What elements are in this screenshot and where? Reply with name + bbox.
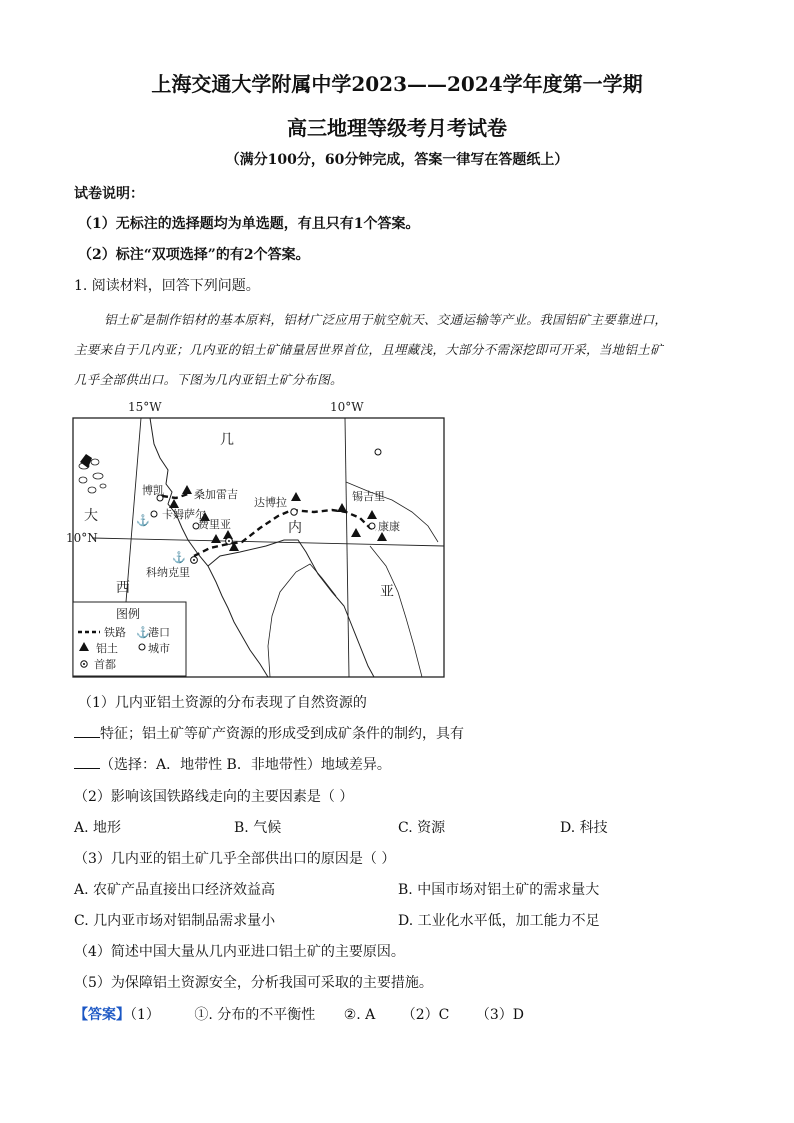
answer-tag: 【答案】 (74, 1007, 130, 1023)
legend-railway: 铁路 (104, 626, 126, 639)
sub-question-1-line-2: 特征；铝土矿等矿产资源的形成受到成矿条件的制约，具有 (74, 723, 464, 743)
label-ocean-1: 大 (84, 508, 98, 524)
instructions-item-1: （1）无标注的选择题均为单选题，有且只有1个答案。 (78, 216, 420, 232)
label-country-2: 内 (288, 520, 302, 536)
material-line-2: 主要来自于几内亚；几内亚的铝土矿储量居世界首位，且埋藏浅，大部分不需深挖即可开采，当地铝土矿 (74, 342, 663, 357)
label-country-3: 亚 (380, 584, 394, 600)
label-10n: 10°N (66, 531, 98, 545)
instructions-item-2: （2）标注“双项选择”的有2个答案。 (78, 247, 310, 263)
answer-4: （3）D (475, 1007, 524, 1023)
sub-question-2: （2）影响该国铁路线走向的主要因素是（ ） (74, 789, 354, 805)
sub3-option-b[interactable]: B. 中国市场对铝土矿的需求量大 (398, 882, 600, 898)
city-kamsar: 卡姆萨尔 (162, 508, 206, 521)
city-conakry: 科纳克里 (146, 566, 190, 579)
label-15w: 15°W (128, 400, 162, 414)
answer-blank-2[interactable] (74, 756, 100, 769)
sub-question-5: （5）为保障铝土资源安全，分析我国可采取的主要措施。 (74, 975, 433, 991)
sub-question-3: （3）几内亚的铝土矿几乎全部供出口的原因是（ ） (74, 851, 396, 867)
svg-text:⚓: ⚓ (172, 551, 186, 564)
label-ocean-2: 西 (116, 580, 130, 596)
answer-blank-1[interactable] (74, 725, 100, 738)
page-title: 上海交通大学附属中学2023——2024学年度第一学期 (151, 72, 643, 96)
city-siguiri: 锡吉里 (352, 490, 385, 503)
sub-question-4: （4）简述中国大量从几内亚进口铝土矿的主要原因。 (74, 944, 405, 960)
sub2-option-c[interactable]: C. 资源 (398, 820, 446, 836)
sub2-option-d[interactable]: D. 科技 (560, 820, 608, 836)
city-fria: 费里亚 (198, 518, 231, 531)
label-country-1: 几 (220, 432, 234, 448)
sub2-option-b[interactable]: B. 气候 (234, 820, 282, 836)
sub-question-1-line-3: （选择：A．地带性 B．非地带性）地域差异。 (74, 754, 391, 774)
page-subtitle: 高三地理等级考月考试卷 (287, 116, 507, 140)
label-10w: 10°W (330, 400, 364, 414)
exam-note: （满分100分，60分钟完成，答案一律写在答题纸上） (225, 152, 569, 168)
answer-2: ②. A (343, 1007, 376, 1023)
sub-question-1-line-1: （1）几内亚铝土资源的分布表现了自然资源的 (78, 695, 367, 711)
legend-title: 图例 (116, 607, 141, 621)
map-legend (73, 602, 186, 676)
question-1-stem: 1. 阅读材料，回答下列问题。 (74, 278, 260, 294)
city-kankan: 康康 (378, 520, 400, 533)
svg-text:⚓: ⚓ (136, 626, 150, 639)
instructions-heading: 试卷说明： (74, 186, 144, 202)
answer-1: ①. 分布的不平衡性 (194, 1007, 316, 1023)
sub2-option-a[interactable]: A. 地形 (74, 820, 122, 836)
city-sangaredi: 桑加雷吉 (194, 488, 238, 501)
legend-port: 港口 (148, 626, 170, 639)
city-boke: 博凯 (142, 484, 164, 497)
legend-city: 城市 (148, 642, 170, 655)
material-line-1: 铝土矿是制作铝材的基本原料，铝材广泛应用于航空航天、交通运输等产业。我国铝矿主要靠进口， (104, 312, 668, 327)
sub3-option-d[interactable]: D. 工业化水平低，加工能力不足 (398, 913, 600, 929)
svg-text:⚓: ⚓ (136, 514, 150, 527)
material-line-3: 几乎全部供出口。下图为几内亚铝土矿分布图。 (74, 372, 343, 387)
legend-capital: 首都 (94, 658, 116, 671)
guinea-bauxite-map (66, 396, 448, 680)
sub3-option-a[interactable]: A. 农矿产品直接出口经济效益高 (74, 882, 276, 898)
answer-3: （2）C (401, 1007, 450, 1023)
answer-part-1: （1） (130, 1007, 160, 1023)
sub3-option-c[interactable]: C. 几内亚市场对铝制品需求量小 (74, 913, 276, 929)
city-dabola: 达博拉 (254, 496, 287, 509)
answer-line (74, 1004, 524, 1024)
legend-bauxite: 铝土 (96, 642, 118, 655)
